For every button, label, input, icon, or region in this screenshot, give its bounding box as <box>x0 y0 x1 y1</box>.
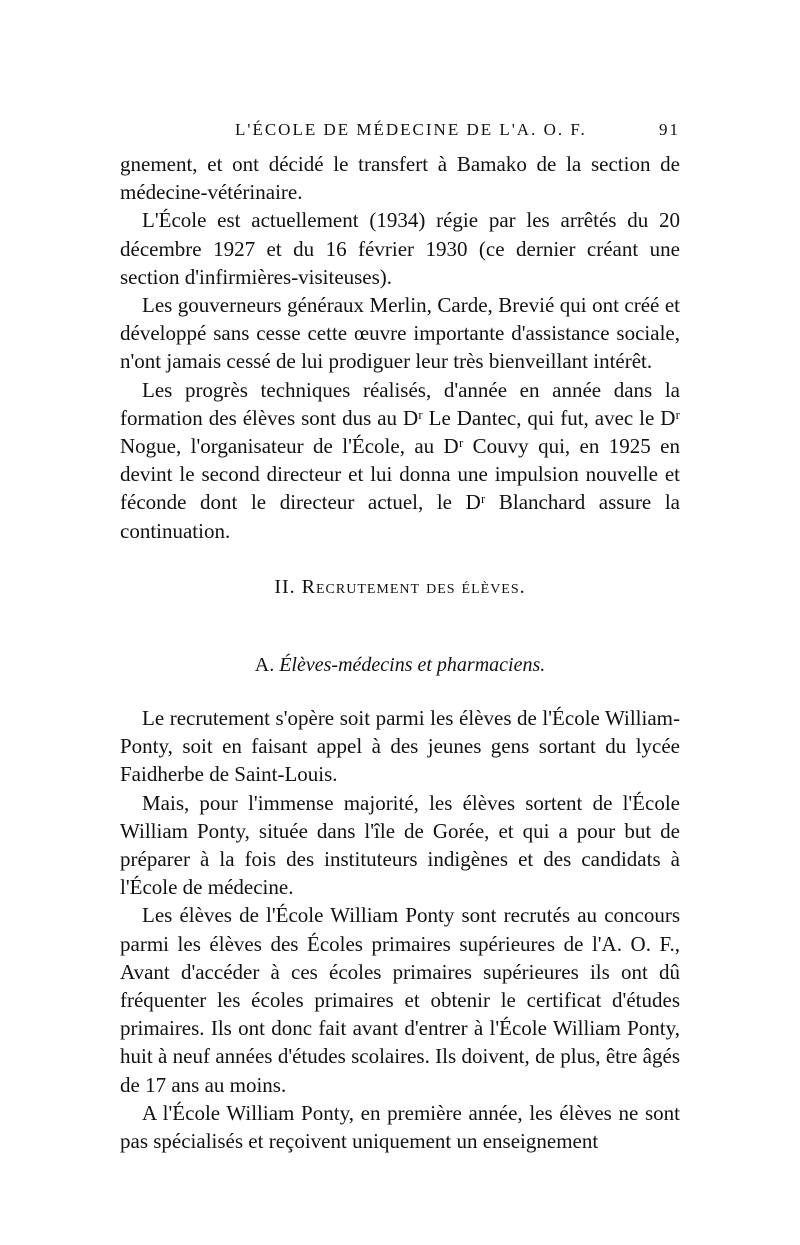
paragraph: Mais, pour l'immense majorité, les élèves sortent de l'École William Ponty, située dans l'île de Gorée, et qui a pour but de préparer à la fois des instituteurs indigènes et des candidats à l'École de médecine. <box>120 790 680 900</box>
paragraph: A l'École William Ponty, en première année, les élèves ne sont pas spécialisés et reçoivent uniquement un enseignement <box>120 1100 680 1154</box>
body-text-top <box>120 150 680 545</box>
body-text-bottom <box>120 704 680 1155</box>
paragraph: Les élèves de l'École William Ponty sont recrutés au concours parmi les élèves des Écoles primaires supérieures de l'A. O. F., Avant d'accéder à ces écoles primaires supérieures ils ont dû fréquenter les écoles primaires et obtenir le certificat d'études primaires. Ils ont donc fait avant d'entrer à l'École William Ponty, huit à neuf années d'études scolaires. Ils doivent, de plus, être âgés de 17 ans au moins. <box>120 903 680 1097</box>
paragraph: Les progrès techniques réalisés, d'année en année dans la formation des élèves sont dus au Dʳ Le Dantec, qui fut, avec le Dʳ Nogue, l'organisateur de l'École, au Dʳ Couvy qui, en 1925 en devint le second directeur et lui donna une impulsion nouvelle et féconde dont le directeur actuel, le Dʳ Blanchard assure la continuation. <box>120 377 680 543</box>
subsection-heading <box>0 654 800 677</box>
subsection-letter: A. <box>254 654 275 676</box>
running-title: L'ÉCOLE DE MÉDECINE DE L'A. O. F. <box>235 120 587 139</box>
section-heading: II. Recrutement des élèves. <box>274 576 526 598</box>
paragraph: Le recrutement s'opère soit parmi les élèves de l'École William-Ponty, soit en faisant appel à des jeunes gens sortant du lycée Faidherbe de Saint-Louis. <box>120 706 680 787</box>
page-number: 91 <box>659 120 680 139</box>
paragraph: gnement, et ont décidé le transfert à Bamako de la section de médecine-vétérinaire. <box>120 152 680 205</box>
subsection-title: Élèves-médecins et pharmaciens. <box>279 654 546 676</box>
paragraph: Les gouverneurs généraux Merlin, Carde, Brevié qui ont créé et développé sans cesse cette œuvre importante d'assistance sociale, n'ont jamais cessé de lui prodiguer leur très bienveillant intérêt. <box>120 293 680 374</box>
page-header <box>120 108 680 148</box>
paragraph: L'École est actuellement (1934) régie par les arrêtés du 20 décembre 1927 et du 16 février 1930 (ce dernier créant une section d'infirmières-visiteuses). <box>120 208 680 289</box>
